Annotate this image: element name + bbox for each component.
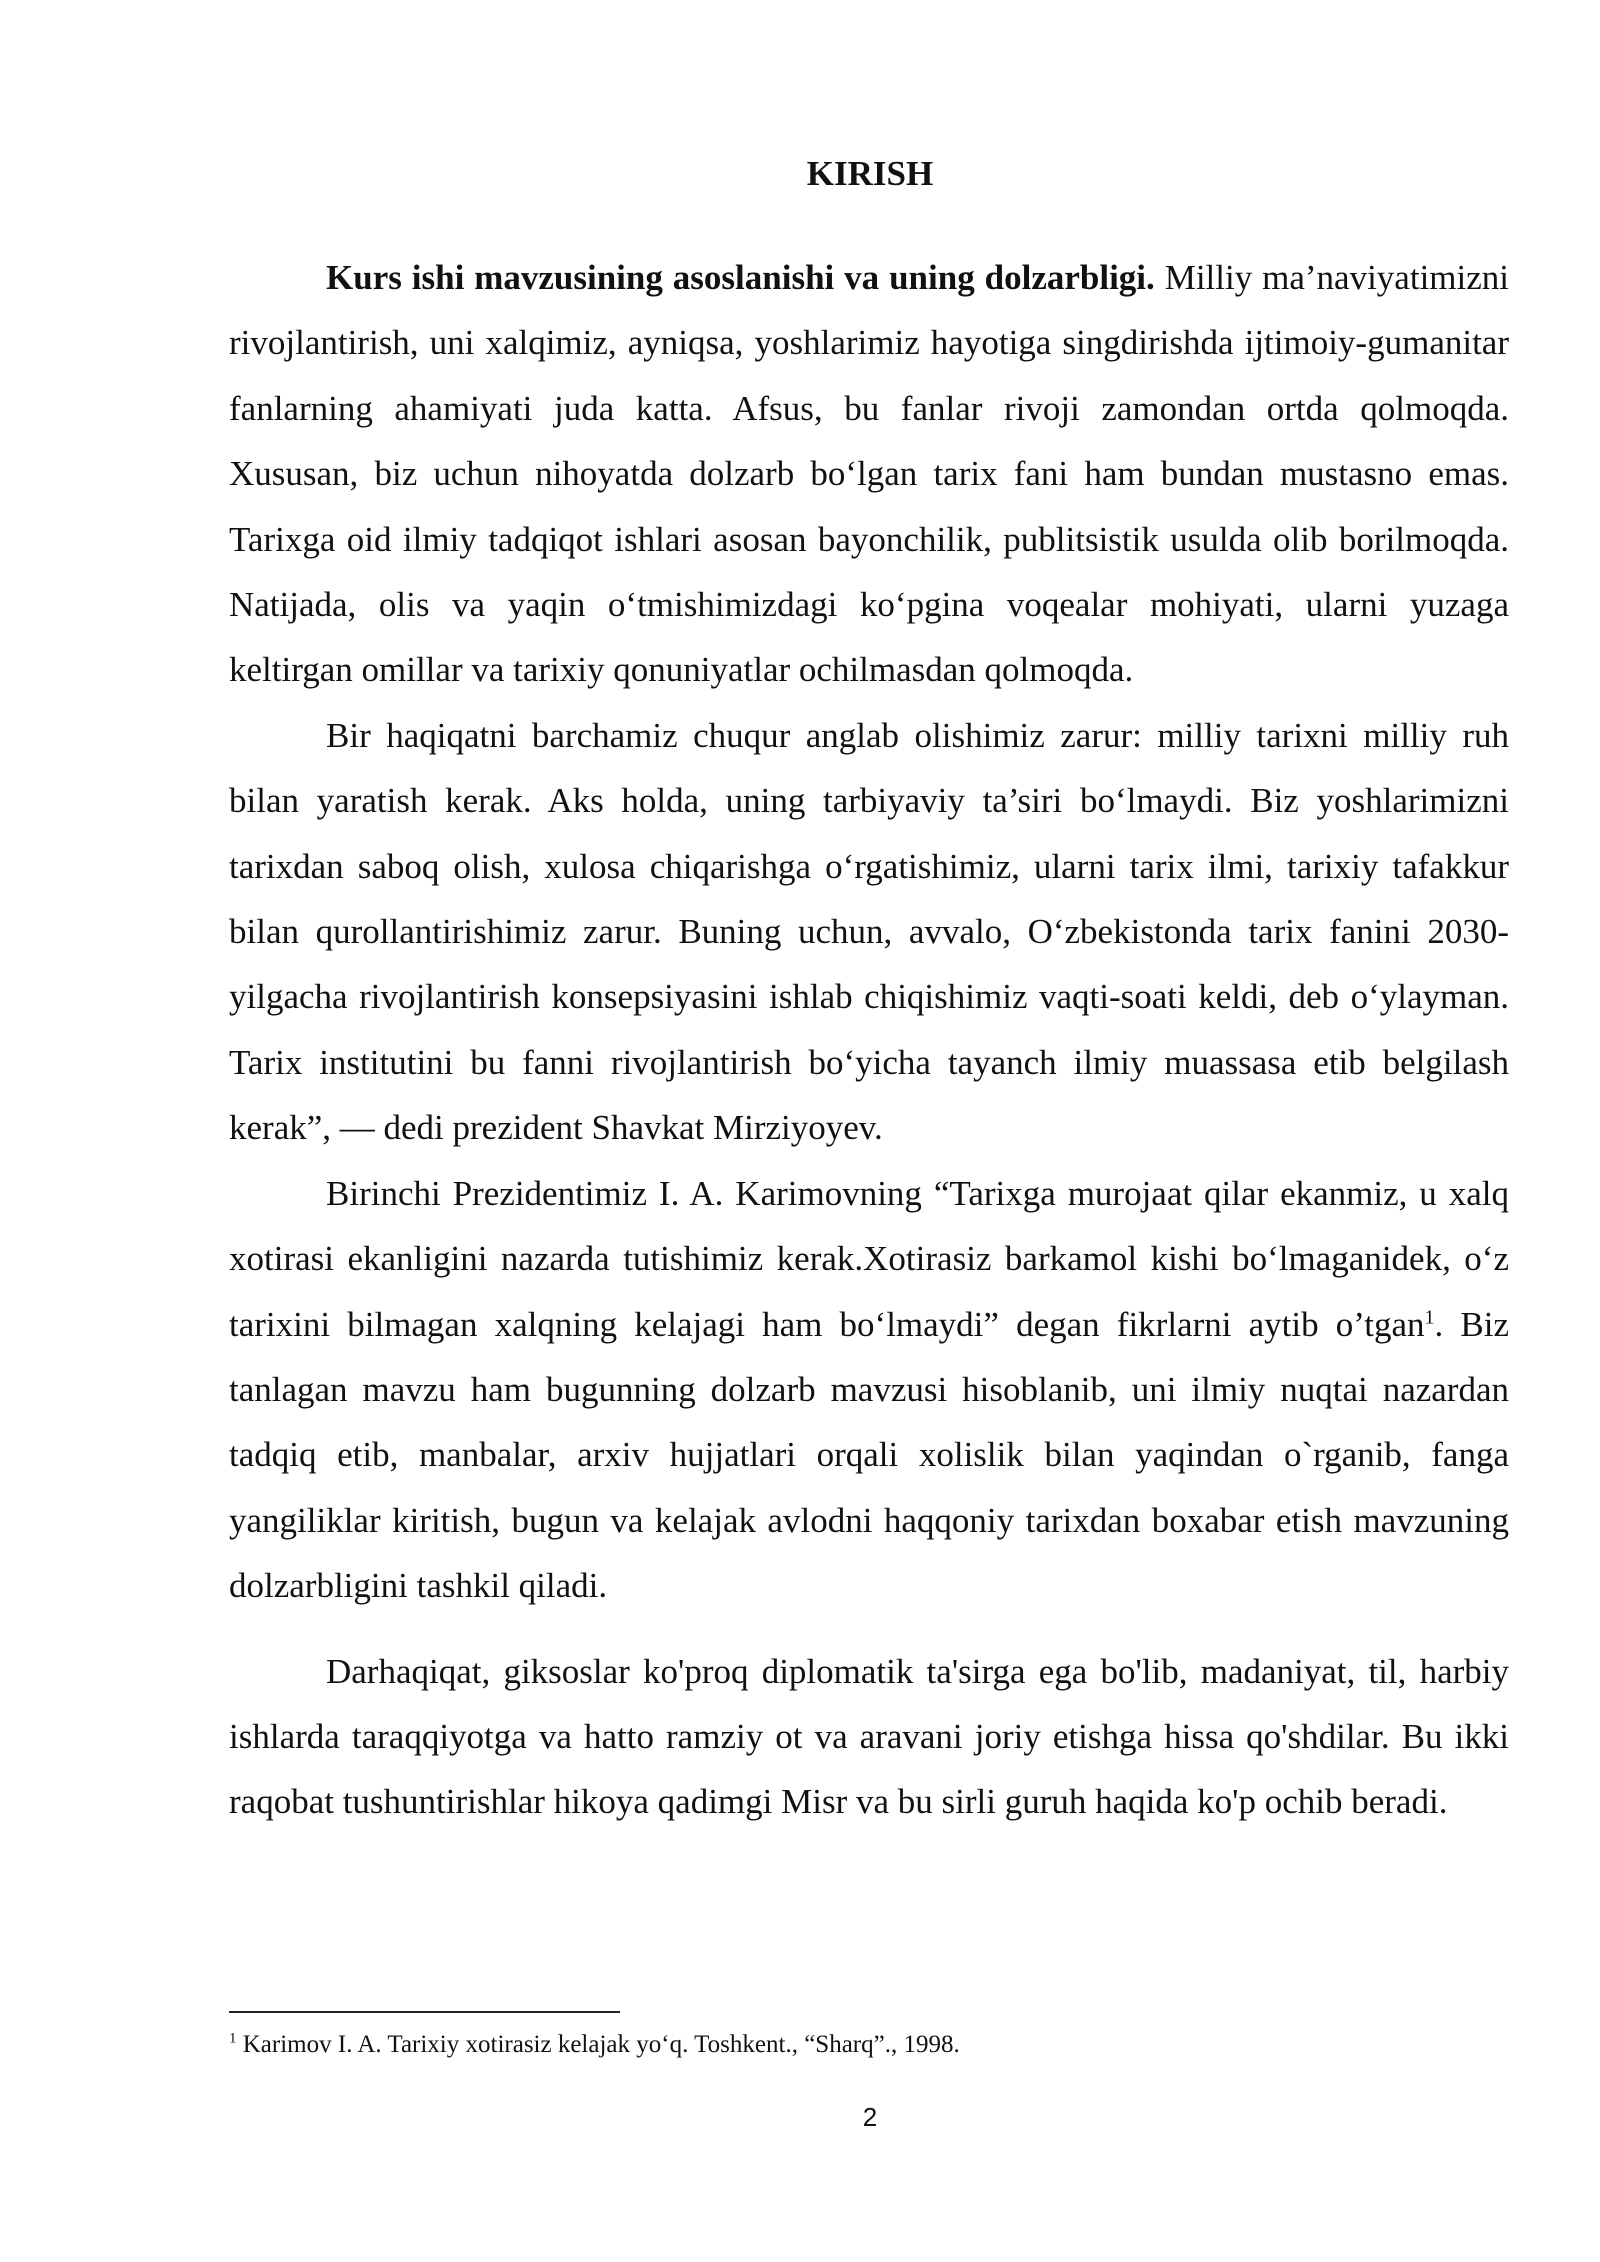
footnote-text: Karimov I. A. Tarixiy xotirasiz kelajak yoʻq. Toshkent., “Sharq”., 1998. bbox=[236, 2031, 960, 2058]
paragraph-text-before-ref: Birinchi Prezidentimiz I. A. Karimovning “Tarixga murojaat qilar ekanmiz, u xalq xotirasi ekanligini nazarda tutishimiz kerak.Xotirasiz barkamol kishi boʻlmaganidek, oʻz tarixini bilmagan xalqning kelajagi ham boʻlmaydi” degan fikrlarni aytib o’tgan bbox=[229, 1173, 1509, 1344]
paragraph-president-quote bbox=[229, 703, 1509, 1161]
footnote-separator bbox=[229, 2011, 620, 2013]
footnote bbox=[229, 2028, 1509, 2062]
paragraph-text: Darhaqiqat, giksoslar ko'proq diplomatik ta'sirga ega bo'lib, madaniyat, til, harbiy ishlarda taraqqiyotga va hatto ramziy ot va aravani joriy etishga hissa qo'shdilar. Bu ikki raqobat tushuntirishlar hikoya qadimgi Misr va bu sirli guruh haqida ko'p ochib beradi. bbox=[229, 1651, 1509, 1822]
footnote-reference: 1 bbox=[1424, 1305, 1435, 1328]
body-text bbox=[229, 245, 1509, 1835]
page-number: 2 bbox=[862, 2102, 878, 2132]
paragraph-text-after-ref: . Biz tanlagan mavzu ham bugunning dolzarb mavzusi hisoblanib, uni ilmiy nuqtai nazardan tadqiq etib, manbalar, arxiv hujjatlari orqali xolislik bilan yaqindan o`rganib, fanga yangiliklar kiritish, bugun va kelajak avlodni haqqoniy tarixdan boxabar etish mavzuning dolzarbligini tashkil qiladi. bbox=[229, 1304, 1510, 1606]
page-title: KIRISH bbox=[806, 154, 934, 193]
footnote-mark: 1 bbox=[229, 2030, 237, 2047]
paragraph-relevance bbox=[229, 245, 1509, 703]
paragraph-lead-heading: Kurs ishi mavzusining asoslanishi va uning dolzarbligi. bbox=[326, 258, 1155, 297]
paragraph-hyksos bbox=[229, 1639, 1509, 1835]
paragraph-karimov-quote bbox=[229, 1161, 1509, 1619]
paragraph-text: Milliy ma’naviyatimizni rivojlantirish, uni xalqimiz, ayniqsa, yoshlarimiz hayotiga singdirishda ijtimoiy-gumanitar fanlarning ahamiyati juda katta. Afsus, bu fanlar rivoji zamondan ortda qolmoqda. Xususan, biz uchun nihoyatda dolzarb boʻlgan tarix fani ham bundan mustasno emas. Tarixga oid ilmiy tadqiqot ishlari asosan bayonchilik, publitsistik usulda olib borilmoqda. Natijada, olis va yaqin oʻtmishimizdagi koʻpgina voqealar mohiyati, ularni yuzaga keltirgan omillar va tarixiy qonuniyatlar ochilmasdan qolmoqda. bbox=[229, 258, 1509, 690]
paragraph-text: Bir haqiqatni barchamiz chuqur anglab olishimiz zarur: milliy tarixni milliy ruh bilan yaratish kerak. Aks holda, uning tarbiyaviy ta’siri boʻlmaydi. Biz yoshlarimizni tarixdan saboq olish, xulosa chiqarishga oʻrgatishimiz, ularni tarix ilmi, tarixiy tafakkur bilan qurollantirishimiz zarur. Buning uchun, avvalo, Oʻzbekistonda tarix fanini 2030-yilgacha rivojlantirish konsepsiyasini ishlab chiqishimiz vaqti-soati keldi, deb oʻylayman. Tarix institutini bu fanni rivojlantirish boʻyicha tayanch ilmiy muassasa etib belgilash kerak”, — dedi prezident Shavkat Mirziyoyev. bbox=[229, 715, 1509, 1148]
